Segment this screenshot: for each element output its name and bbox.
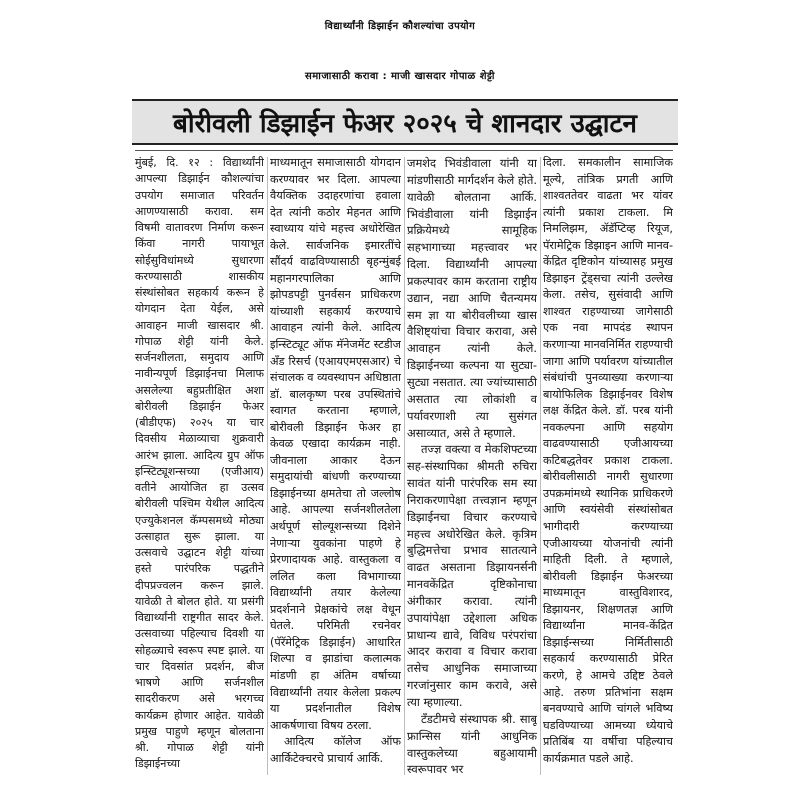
headline-line-2: समाजासाठी करावा : माजी खासदार गोपाळ शेट्टी xyxy=(305,71,495,82)
article-column-2 xyxy=(270,155,401,777)
column-1-paragraph-1: मुंबई, दि. १२ : विद्यार्थ्यांनी आपल्या डिझाईन कौशल्यांचा उपयोग समाजात परिवर्तन आणण्यासाठी करावा. सम विषमी वातावरण निर्माण करून किंवा नागरी पायाभूत सोईसुविधांमध्ये सुधारणा करण्यासाठी शासकीय संस्थांसोबत सहकार्य करून हे योगदान देता येईल, असे आवाहन माजी खासदार श्री. गोपाळ शेट्टी यांनी केले. सर्जनशीलता, समुदाय आणि नावीन्यपूर्ण डिझाईनचा मिलाफ असलेल्या बहुप्रतीक्षित अशा बोरीवली डिझाईन फेअर (बीडीएफ) २०२५ या चार दिवसीय मेळाव्याचा शुक्रवारी आरंभ झाला. आदित्य ग्रुप ऑफ इन्स्टिट्यूशन्सच्या (एजीआय) वतीने आयोजित हा उत्सव बोरीवली पश्चिम येथील आदित्य एज्युकेशनल कॅम्पसमध्ये मोठ्या उत्साहात सुरू झाला. या उत्सवाचे उद्घाटन शेट्टी यांच्या हस्ते पारंपरिक पद्धतीने दीपप्रज्वलन करून झाले. यावेळी ते बोलत होते. या प्रसंगी विद्यार्थ्यांनी राष्ट्रगीत सादर केले. उत्सवाच्या पहिल्याच दिवशी या सोहळ्याचे स्वरूप स्पष्ट झाले. या चार दिवसांत प्रदर्शन, बीज भाषणे आणि सर्जनशील सादरीकरण असे भरगच्च कार्यक्रम होणार आहेत. यावेळी प्रमुख पाहुणे म्हणून बोलताना श्री. गोपाळ शेट्टी यांनी डिझाईनच्या xyxy=(135,156,264,771)
column-3-paragraph-1: जमशेद भिवंडीवाला यांनी या मांडणीसाठी मार्गदर्शन केले होते. यावेळी बोलताना आर्कि. भिवंडीवाला यांनी डिझाईन प्रक्रियेमध्ये सामूहिक सहभागाच्या महत्त्वावर भर दिला. विद्यार्थ्यांनी आपल्या प्रकल्पावर काम करताना राष्ट्रीय उद्यान, नद्या आणि चैतन्यमय सम ज्ञा या बोरीवलीच्या खास वैशिष्ट्यांचा विचार करावा, असे आवाहन त्यांनी केले. डिझाईनच्या कल्पना या सुट्या-सुट्या नसतात. त्या ज्यांच्यासाठी असतात त्या लोकांशी व पर्यावरणाशी त्या सुसंगत असाव्यात, असे ते म्हणाले. xyxy=(407,156,537,440)
column-divider xyxy=(267,157,268,775)
subheadline-box xyxy=(132,99,678,145)
article-column-1 xyxy=(135,155,264,777)
article-column-3 xyxy=(407,155,537,777)
subheadline: बोरीवली डिझाईन फेअर २०२५ चे शानदार उद्घाटन xyxy=(173,109,637,139)
article-column-4 xyxy=(543,155,673,777)
column-top-rule xyxy=(135,150,673,151)
column-2-paragraph-1: माध्यमातून समाजासाठी योगदान करण्यावर भर दिला. आपल्या वैयक्तिक उदाहरणांचा हवाला देत त्यांनी कठोर मेहनत आणि स्वाध्याय यांचे महत्त्व अधोरेखित केले. सार्वजनिक इमारतींचे सौंदर्य वाढविण्यासाठी बृहन्मुंबई महानगरपालिका आणि झोपडपट्टी पुनर्वसन प्राधिकरण यांच्याशी सहकार्य करण्याचे आवाहन त्यांनी केले. आदित्य इन्स्टिट्यूट ऑफ मॅनेजमेंट स्टडीज अँड रिसर्च (एआयएमएसआर) चे संचालक व व्यवस्थापन अधिष्ठाता डॉ. बालकृष्ण परब उपस्थितांचे स्वागत करताना म्हणाले, बोरीवली डिझाईन फेअर हा केवळ एखादा कार्यक्रम नाही. जीवनाला आकार देऊन समुदायांची बांधणी करण्याच्या डिझाईनच्या क्षमतेचा तो जल्लोष आहे. आपल्या सर्जनशीलतेला अर्थपूर्ण सोल्यूशन्सच्या दिशेने नेणाऱ्या युवकांना पाहणे हे प्रेरणादायक आहे. वास्तुकला व ललित कला विभागाच्या विद्यार्थ्यांनी तयार केलेल्या प्रदर्शनाने प्रेक्षकांचे लक्ष वेधून घेतले. परिमिती रचनेवर (पॅरॅमेट्रिक डिझाईन) आधारित शिल्पा व झाडांचा कलात्मक मांडणी हा अंतिम वर्षाच्या विद्यार्थ्यांनी तयार केलेला प्रकल्प या प्रदर्शनातील विशेष आकर्षणाचा विषय ठरला. xyxy=(270,156,401,732)
column-3-paragraph-2: तज्ज्ञ वक्त्या व मेकशिफ्टच्या सह-संस्थापिका श्रीमती रुचिरा सावंत यांनी पारंपरिक सम स्या निराकरणापेक्षा तत्त्वज्ञान म्हणून डिझाईनचा विचार करण्याचे महत्त्व अधोरेखित केले. कृत्रिम बुद्धिमत्तेचा प्रभाव सातत्याने वाढत असताना डिझायनर्सनी मानवकेंद्रित दृष्टिकोनाचा अंगीकार करावा. त्यांनी उपायांपेक्षा उद्देशाला अधिक प्राधान्य द्यावे, विविध परंपरांचा आदर करावा व विचार करावा तसेच आधुनिक समाजाच्या गरजांनुसार काम करावे, असे त्या म्हणाल्या. xyxy=(407,442,537,709)
column-divider xyxy=(404,157,405,775)
column-2-paragraph-2: आदित्य कॉलेज ऑफ आर्किटेक्चरचे प्राचार्य आर्कि. xyxy=(270,735,401,765)
headline-line-1: विद्यार्थ्यांनी डिझाईन कौशल्यांचा उपयोग xyxy=(324,21,476,32)
column-4-paragraph-1: दिला. समकालीन सामाजिक मूल्ये, तांत्रिक प्रगती आणि शाश्वततेवर वाढता भर यांवर त्यांनी प्रकाश टाकला. मि निमलिझम, ॲडॅप्टिव्ह रियूज, पॅरामेट्रिक डिझाइन आणि मानव-केंद्रित दृष्टिकोन यांच्यासह प्रमुख डिझाइन ट्रेंड्सचा त्यांनी उल्लेख केला. तसेच, सुसंवादी आणि शाश्वत राहण्याच्या जागेसाठी एक नवा मापदंड स्थापन करणाऱ्या मानवनिर्मित राहण्याची जागा आणि पर्यावरण यांच्यातील संबंधांची पुनव्याख्या करणाऱ्या बायोफिलिक डिझाईनवर विशेष लक्ष केंद्रित केले. डॉ. परब यांनी नवकल्पना आणि सहयोग वाढवण्यासाठी एजीआयच्या कटिबद्धतेवर प्रकाश टाकला. बोरीवलीसाठी नागरी सुधारणा उपक्रमांमध्ये स्थानिक प्राधिकरणे आणि स्वयंसेवी संस्थांसोबत भागीदारी करण्याच्या एजीआयच्या योजनांची त्यांनी माहिती दिली. ते म्हणाले, बोरीवली डिझाईन फेअरच्या माध्यमातून वास्तुविशारद, डिझायनर, शिक्षणतज्ञ आणि विद्यार्थ्यांना मानव-केंद्रित डिझाईन्सच्या निर्मितीसाठी सहकार्य करण्यासाठी प्रेरित करणे, हे आमचे उद्दिष्ट ठेवले आहे. तरुण प्रतिभांना सक्षम बनवण्याचे आणि चांगले भविष्य घडविण्याच्या आमच्या ध्येयाचे प्रतिबिंब या वर्षीचा पहिल्याच कार्यक्रमात पडले आहे. xyxy=(543,156,673,765)
column-divider xyxy=(540,157,541,775)
column-3-paragraph-3: टॅंडटीमचे संस्थापक श्री. साबू फ्रान्सिस यांनी आधुनिक वास्तुकलेच्या बहुआयामी स्वरूपावर भर xyxy=(407,711,537,777)
